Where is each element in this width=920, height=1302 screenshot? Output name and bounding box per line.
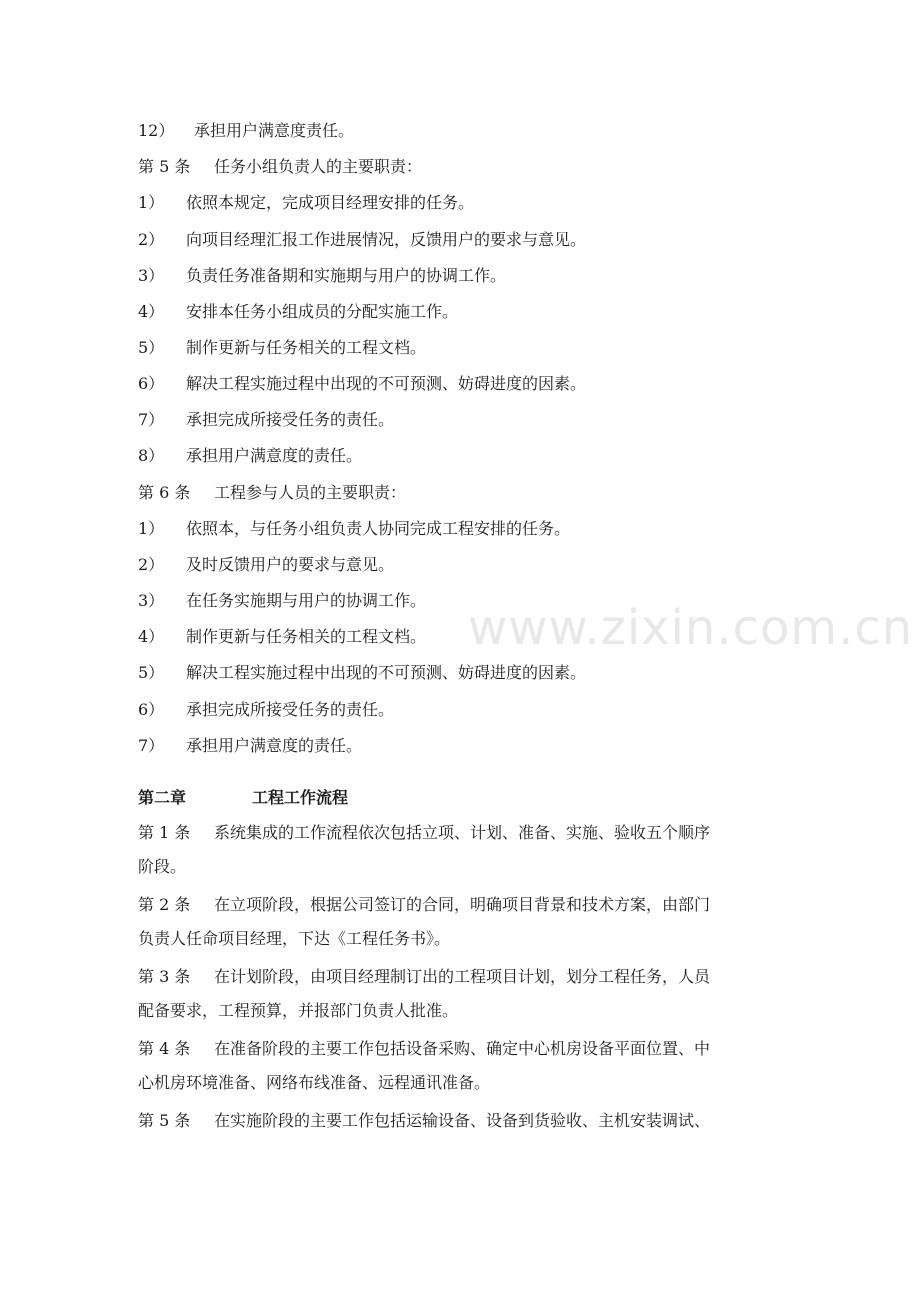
article-label: 第 6 条 (138, 483, 191, 502)
list-item (138, 627, 788, 647)
article-text: 工程参与人员的主要职责： (214, 483, 407, 502)
item-text: 解决工程实施过程中出现的不可预测、妨碍进度的因素。 (186, 663, 587, 682)
article-paragraph (138, 816, 788, 884)
list-item (138, 230, 788, 250)
item-text: 依照本，与任务小组负责人协同完成工程安排的任务。 (186, 519, 571, 538)
article-heading (138, 483, 788, 503)
list-item (138, 266, 788, 286)
article-text-line: 配备要求，工程预算，并报部门负责人批准。 (138, 1001, 459, 1020)
article-text-line: 在实施阶段的主要工作包括运输设备、设备到货验收、主机安装调试、 (214, 1111, 711, 1130)
article-heading (138, 157, 788, 177)
article-paragraph (138, 960, 788, 1028)
item-number: 2） (138, 230, 165, 249)
item-text: 解决工程实施过程中出现的不可预测、妨碍进度的因素。 (186, 374, 587, 393)
list-item (138, 663, 788, 683)
article-paragraph (138, 1032, 788, 1100)
article-text-line: 负责人任命项目经理，下达《工程任务书》。 (138, 929, 451, 948)
item-text: 承担完成所接受任务的责任。 (186, 410, 395, 429)
list-item (138, 591, 788, 611)
item-text: 承担用户满意度的责任。 (186, 446, 363, 465)
item-number: 12） (138, 121, 175, 140)
article-label: 第 2 条 (138, 895, 191, 914)
item-number: 5） (138, 663, 165, 682)
item-text: 在任务实施期与用户的协调工作。 (186, 591, 427, 610)
list-item (138, 555, 788, 575)
article-text-line: 在计划阶段，由项目经理制订出的工程项目计划，划分工程任务，人员 (214, 967, 711, 986)
item-number: 4） (138, 302, 165, 321)
article-label: 第 4 条 (138, 1039, 191, 1058)
item-number: 1） (138, 519, 165, 538)
list-item (138, 338, 788, 358)
item-number: 7） (138, 736, 165, 755)
item-text: 负责任务准备期和实施期与用户的协调工作。 (186, 266, 507, 285)
article-text-line: 心机房环境准备、网络布线准备、远程通讯准备。 (138, 1073, 491, 1092)
item-text: 及时反馈用户的要求与意见。 (186, 555, 395, 574)
item-number: 5） (138, 338, 165, 357)
item-text: 承担完成所接受任务的责任。 (186, 700, 395, 719)
list-item (138, 700, 788, 720)
item-number: 6） (138, 700, 165, 719)
item-number: 7） (138, 410, 165, 429)
chapter-label: 第二章 (138, 788, 187, 807)
list-item (138, 193, 788, 213)
list-item (138, 446, 788, 466)
chapter-heading (138, 788, 788, 808)
item-text: 承担用户满意度的责任。 (186, 736, 363, 755)
article-paragraph (138, 888, 788, 956)
item-text: 制作更新与任务相关的工程文档。 (186, 338, 427, 357)
article-text-line: 阶段。 (138, 857, 187, 876)
list-item (138, 519, 788, 539)
watermark: www.zixin.com.cn (468, 600, 914, 656)
item-number: 8） (138, 446, 165, 465)
article-label: 第 1 条 (138, 823, 191, 842)
article-text-line: 在准备阶段的主要工作包括设备采购、确定中心机房设备平面位置、中 (214, 1039, 711, 1058)
article-text: 任务小组负责人的主要职责： (214, 157, 423, 176)
item-number: 6） (138, 374, 165, 393)
article-label: 第 5 条 (138, 157, 191, 176)
item-number: 2） (138, 555, 165, 574)
article-label: 第 3 条 (138, 967, 191, 986)
list-item (138, 410, 788, 430)
chapter-title: 工程工作流程 (252, 788, 349, 807)
list-item (138, 374, 788, 394)
item-text: 依照本规定，完成项目经理安排的任务。 (186, 193, 475, 212)
list-item (138, 302, 788, 322)
item-number: 4） (138, 627, 165, 646)
item-number: 1） (138, 193, 165, 212)
item-text: 安排本任务小组成员的分配实施工作。 (186, 302, 459, 321)
item-text: 向项目经理汇报工作进展情况，反馈用户的要求与意见。 (186, 230, 587, 249)
list-item (138, 736, 788, 756)
article-text-line: 系统集成的工作流程依次包括立项、计划、准备、实施、验收五个顺序 (214, 823, 711, 842)
item-number: 3） (138, 266, 165, 285)
article-text-line: 在立项阶段，根据公司签订的合同，明确项目背景和技术方案，由部门 (214, 895, 711, 914)
list-item (138, 121, 788, 141)
item-number: 3） (138, 591, 165, 610)
item-text: 承担用户满意度责任。 (194, 121, 355, 140)
item-text: 制作更新与任务相关的工程文档。 (186, 627, 427, 646)
article-paragraph (138, 1104, 788, 1138)
article-label: 第 5 条 (138, 1111, 191, 1130)
